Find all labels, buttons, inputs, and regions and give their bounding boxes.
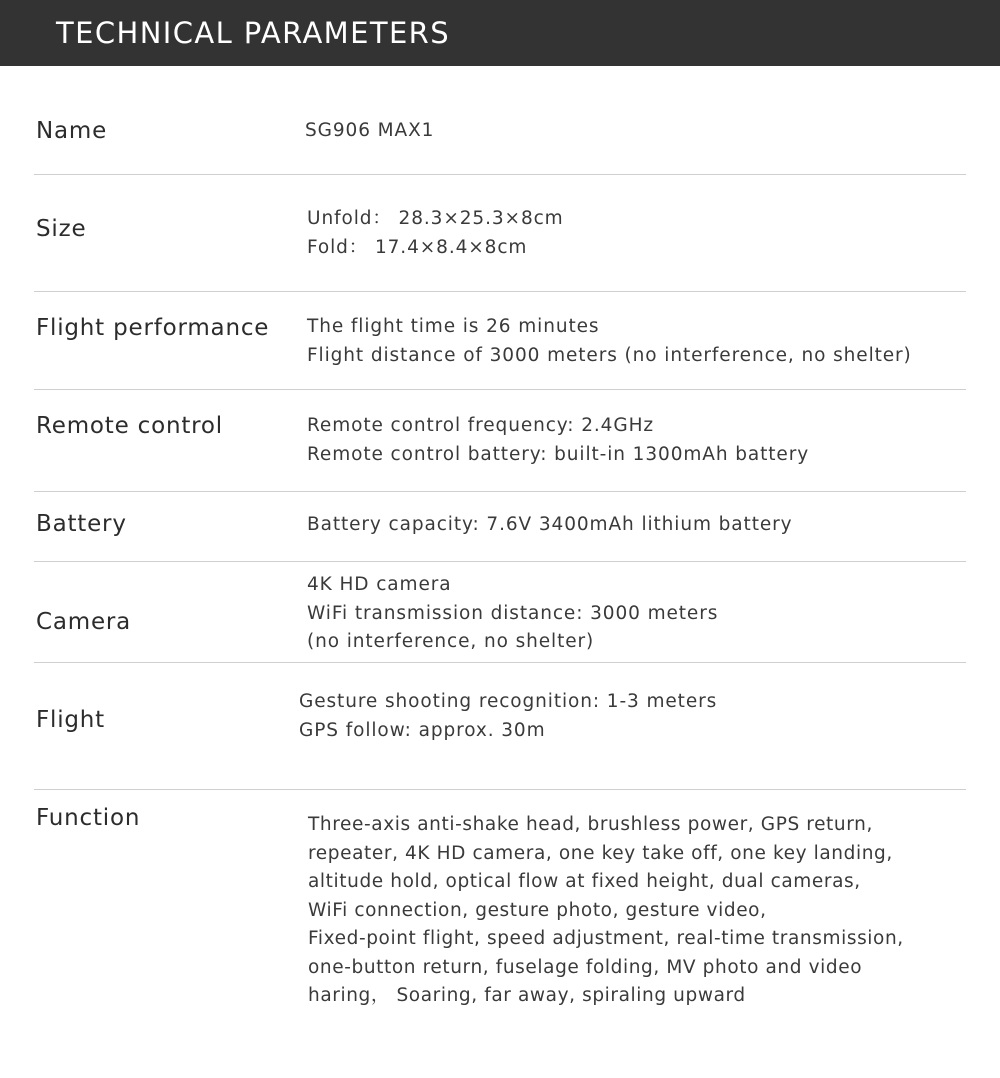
value-line: GPS follow: approx. 30m <box>299 719 546 741</box>
value-line: The flight time is 26 minutes <box>307 316 600 337</box>
param-label-function: Function <box>36 805 141 831</box>
value-line: SG906 MAX1 <box>305 120 435 141</box>
value-line: Remote control battery: built-in 1300mAh battery <box>307 443 810 465</box>
row-divider <box>34 789 966 790</box>
header-bar <box>0 0 1000 66</box>
value-line: WiFi connection, gesture photo, gesture video, <box>308 899 767 921</box>
value-line: repeater, 4K HD camera, one key take off, one key landing, <box>308 842 893 864</box>
value-line: WiFi transmission distance: 3000 meters <box>307 602 719 624</box>
param-label-flight-performance: Flight performance <box>36 315 270 341</box>
value-line: Three-axis anti-shake head, brushless power, GPS return, <box>308 814 873 835</box>
param-label-camera: Camera <box>36 609 132 635</box>
value-line: Flight distance of 3000 meters (no interference, no shelter) <box>307 344 912 366</box>
value-line: altitude hold, optical flow at fixed height, dual cameras, <box>308 871 861 892</box>
param-label-remote-control: Remote control <box>36 413 223 439</box>
page-title: TECHNICAL PARAMETERS <box>56 16 451 50</box>
value-line: Fold： 17.4×8.4×8cm <box>307 236 528 258</box>
value-line: Fixed-point flight, speed adjustment, real-time transmission, <box>308 928 904 949</box>
row-divider <box>34 662 966 663</box>
param-value-name <box>305 117 434 146</box>
param-value-flight <box>299 688 717 745</box>
value-line: one-button return, fuselage folding, MV photo and video <box>308 956 863 978</box>
param-value-battery <box>307 511 793 540</box>
row-divider <box>34 389 966 390</box>
param-value-camera <box>307 571 718 657</box>
row-divider <box>34 491 966 492</box>
value-line: Gesture shooting recognition: 1-3 meters <box>299 691 718 712</box>
value-line: Remote control frequency: 2.4GHz <box>307 415 655 436</box>
row-divider <box>34 174 966 175</box>
param-label-name: Name <box>36 118 108 144</box>
param-label-flight: Flight <box>36 707 106 733</box>
param-value-remote-control <box>307 412 809 469</box>
row-divider <box>34 561 966 562</box>
param-value-flight-performance <box>307 313 912 370</box>
param-value-function <box>308 811 904 1011</box>
param-label-size: Size <box>36 216 87 242</box>
param-label-battery: Battery <box>36 511 127 537</box>
param-value-size <box>307 205 564 262</box>
value-line: Battery capacity: 7.6V 3400mAh lithium battery <box>307 514 793 535</box>
row-divider <box>34 291 966 292</box>
value-line: (no interference, no shelter) <box>307 631 595 652</box>
value-line: 4K HD camera <box>307 574 452 595</box>
value-line: Unfold： 28.3×25.3×8cm <box>307 208 564 229</box>
value-line: haring， Soaring, far away, spiraling upward <box>308 985 746 1006</box>
